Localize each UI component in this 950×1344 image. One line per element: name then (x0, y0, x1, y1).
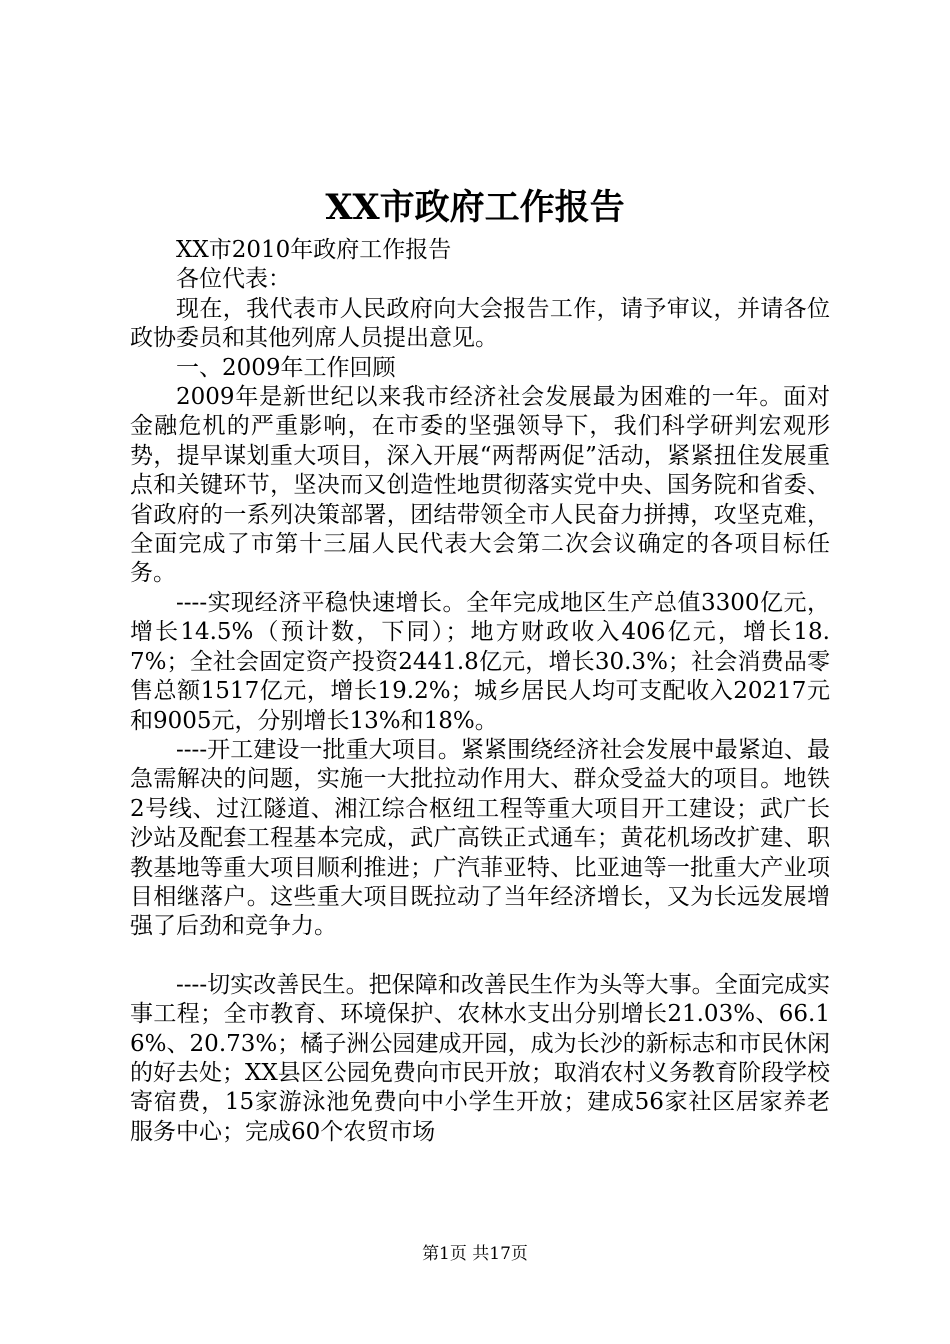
paragraph-intro: 现在，我代表市人民政府向大会报告工作，请予审议，并请各位政协委员和其他列席人员提出意见。 (130, 295, 830, 352)
paragraph-review: 2009年是新世纪以来我市经济社会发展最为困难的一年。面对金融危机的严重影响，在市委的坚强领导下，我们科学研判宏观形势，提早谋划重大项目，深入开展“两帮两促”活动，紧紧扭住发展重点和关键环节，坚决而又创造性地贯彻落实党中央、国务院和省委、省政府的一系列决策部署，团结带领全市人民奋力拼搏，攻坚克难，全面完成了市第十三届人民代表大会第二次会议确定的各项目标任务。 (130, 384, 830, 587)
document-title: XX市政府工作报告 (325, 187, 625, 228)
paragraph-economy: ----实现经济平稳快速增长。全年完成地区生产总值3300亿元，增长14.5%（预计数，下同）；地方财政收入406亿元，增长18.7%；全社会固定资产投资2441.8亿元，增长30.3%；社会消费品零售总额1517亿元，增长19.2%；城乡居民人均可支配收入20217元和9005元，分别增长13%和18%。 (130, 589, 830, 734)
section-heading: 一、2009年工作回顾 (176, 354, 396, 381)
salutation: 各位代表： (176, 266, 291, 293)
report-subtitle: XX市2010年政府工作报告 (176, 237, 452, 263)
document-body (130, 236, 830, 1147)
page-number: 第1页 共17页 (422, 1244, 528, 1264)
paragraph-projects: ----开工建设一批重大项目。紧紧围绕经济社会发展中最紧迫、最急需解决的问题，实施一大批拉动作用大、群众受益大的项目。地铁2号线、过江隧道、湘江综合枢纽工程等重大项目开工建设；武广长沙站及配套工程基本完成，武广高铁正式通车；黄花机场改扩建、职教基地等重大项目顺利推进；广汽菲亚特、比亚迪等一批重大产业项目相继落户。这些重大项目既拉动了当年经济增长，又为长远发展增强了后劲和竞争力。 (130, 736, 830, 940)
paragraph-livelihood: ----切实改善民生。把保障和改善民生作为头等大事。全面完成实事工程；全市教育、环境保护、农林水支出分别增长21.03%、66.16%、20.73%；橘子洲公园建成开园，成为长沙的新标志和市民休闲的好去处；XX县区公园免费向市民开放；取消农村义务教育阶段学校寄宿费，15家游泳池免费向中小学生开放；建成56家社区居家养老服务中心；完成60个农贸市场 (130, 971, 830, 1145)
